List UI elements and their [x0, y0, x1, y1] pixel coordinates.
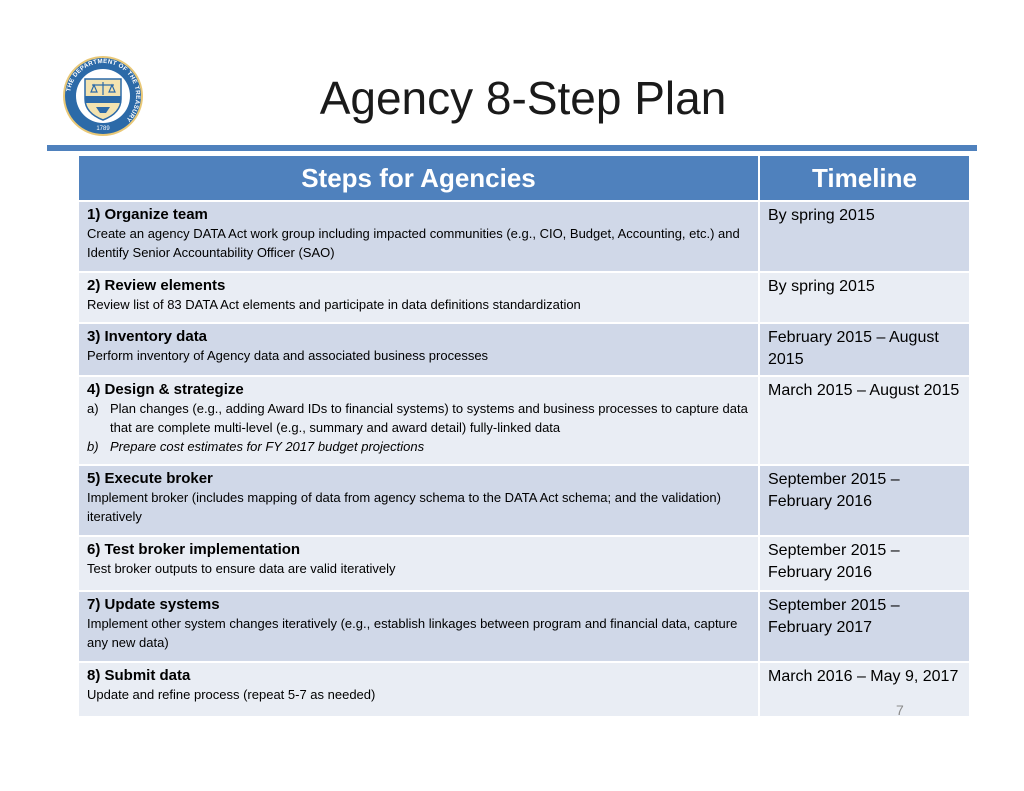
step-title: 3) Inventory data — [87, 328, 208, 345]
title-divider — [47, 145, 977, 151]
step-timeline: By spring 2015 — [759, 201, 970, 272]
sub-item-text: Plan changes (e.g., adding Award IDs to financial systems) to systems and business processes to capture data that are complete multi-level (e.g., summary and award detail) fully-linked data — [110, 401, 748, 435]
step-description: Implement other system changes iteratively (e.g., establish linkages between program and financial data, capture any new data) — [87, 616, 738, 650]
step-description: Perform inventory of Agency data and associated business processes — [87, 348, 489, 363]
step-title: 7) Update systems — [87, 596, 220, 613]
step-timeline: September 2015 – February 2017 — [759, 591, 970, 662]
table-row — [78, 376, 970, 465]
step-title: 5) Execute broker — [87, 470, 213, 487]
step-description: Test broker outputs to ensure data are valid iteratively — [87, 561, 396, 576]
table-row — [78, 536, 970, 591]
step-title: 1) Organize team — [87, 206, 208, 223]
step-description: Review list of 83 DATA Act elements and participate in data definitions standardization — [87, 297, 581, 312]
table-row — [78, 272, 970, 323]
table-header-row — [78, 155, 970, 201]
step-timeline: March 2016 – May 9, 2017 — [759, 662, 970, 717]
sub-item — [87, 399, 750, 437]
agency-plan-table — [77, 154, 971, 718]
sub-item-text: Prepare cost estimates for FY 2017 budget projections — [110, 439, 425, 454]
sub-item-marker: a) — [87, 401, 99, 416]
page-number: 7 — [896, 702, 904, 718]
step-timeline: February 2015 – August 2015 — [759, 323, 970, 376]
page-title: Agency 8-Step Plan — [319, 72, 727, 124]
step-timeline: March 2015 – August 2015 — [759, 376, 970, 465]
column-header-steps: Steps for Agencies — [78, 155, 759, 201]
table-row — [78, 662, 970, 717]
table-row — [78, 323, 970, 376]
step-timeline: September 2015 – February 2016 — [759, 465, 970, 536]
svg-text:THE DEPARTMENT OF THE TREASURY: THE DEPARTMENT OF THE TREASURY — [65, 57, 142, 124]
sub-item — [87, 437, 750, 456]
step-title: 6) Test broker implementation — [87, 541, 301, 558]
seal-year: 1789 — [96, 126, 110, 132]
step-description: Create an agency DATA Act work group including impacted communities (e.g., CIO, Budget, Accounting, etc.) and Identify Senior Accountability Officer (SAO) — [87, 226, 740, 260]
column-header-timeline: Timeline — [759, 155, 970, 201]
sub-item-marker: b) — [87, 439, 99, 454]
step-timeline: By spring 2015 — [759, 272, 970, 323]
table-row — [78, 591, 970, 662]
step-title: 2) Review elements — [87, 277, 226, 294]
step-title: 8) Submit data — [87, 667, 191, 684]
table-row — [78, 465, 970, 536]
step-description: Update and refine process (repeat 5-7 as needed) — [87, 687, 376, 702]
step-description: Implement broker (includes mapping of data from agency schema to the DATA Act schema; and the validation) iteratively — [87, 490, 721, 524]
table-row — [78, 201, 970, 272]
step-title: 4) Design & strategize — [87, 381, 244, 398]
step-timeline: September 2015 – February 2016 — [759, 536, 970, 591]
